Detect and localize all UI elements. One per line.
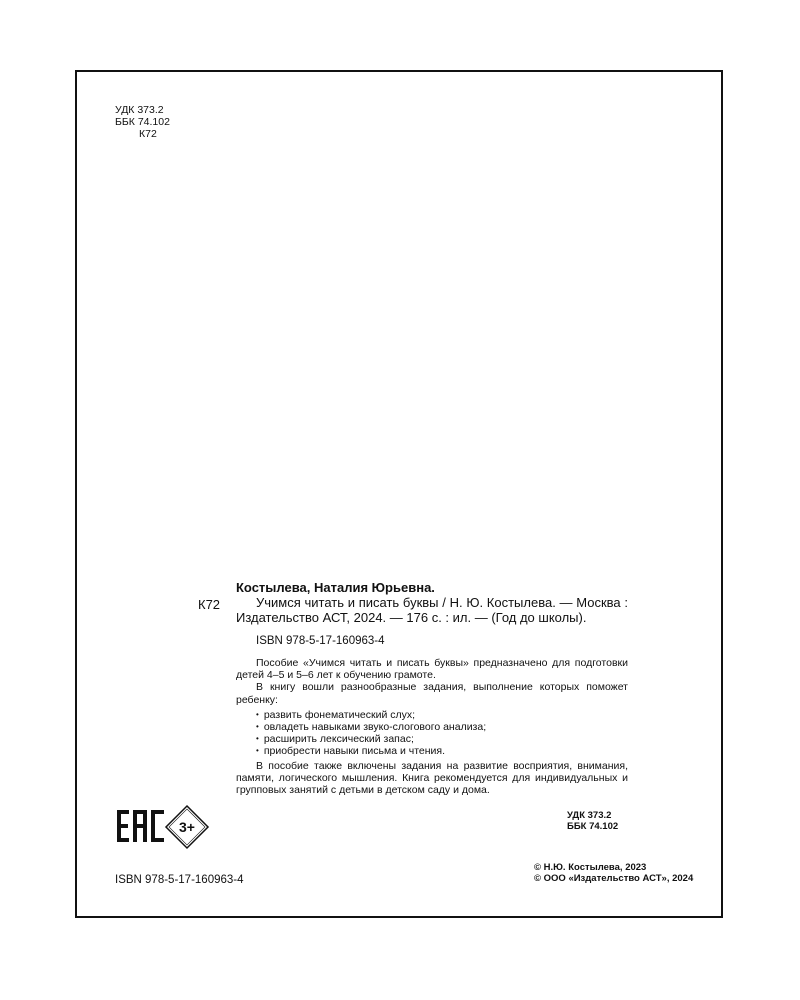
copyright-publisher: © ООО «Издательство АСТ», 2024 <box>534 873 694 884</box>
list-item: • приобрести навыки письма и чтения. <box>256 745 628 757</box>
copyright-author: © Н.Ю. Костылева, 2023 <box>534 862 647 873</box>
annotation-paragraph-1: Пособие «Учимся читать и писать буквы» предназначено для подготовки детей 4–5 и 5–6 лет к обучению грамоте. <box>236 657 628 682</box>
list-item: • овладеть навыками звуко-слогового анализа; <box>256 721 628 733</box>
list-item: • расширить лексический запас; <box>256 733 628 745</box>
isbn-bottom: ISBN 978-5-17-160963-4 <box>115 874 244 886</box>
author-name: Костылева, Наталия Юрьевна. <box>236 580 435 595</box>
annotation-paragraph-3: В пособие также включены задания на развитие восприятия, внимания, памяти, логического мышления. Книга рекомендуется для индивидуальных и групповых занятий с детьми в детском саду и дома. <box>236 759 628 797</box>
annotation-paragraph-2: В книгу вошли разнообразные задания, выполнение которых поможет ребенку: <box>236 681 628 706</box>
udk-code-bottom: УДК 373.2 <box>567 810 612 821</box>
bibliographic-record <box>236 580 628 796</box>
author-mark: К72 <box>139 128 157 140</box>
bbk-code-bottom: ББК 74.102 <box>567 821 619 832</box>
bbk-code: ББК 74.102 <box>115 116 170 128</box>
classification-codes <box>115 104 170 140</box>
copyright-block <box>534 862 693 884</box>
udk-code: УДК 373.2 <box>115 104 164 116</box>
book-description: Учимся читать и писать буквы / Н. Ю. Костылева. — Москва : Издательство АСТ, 2024. — 176 с. : ил. — (Год до школы). <box>236 595 628 625</box>
age-rating: 3+ <box>179 819 195 835</box>
classification-codes-bottom <box>567 810 618 832</box>
age-rating-badge <box>164 804 210 850</box>
isbn-main: ISBN 978-5-17-160963-4 <box>256 635 385 647</box>
record-mark: К72 <box>198 597 221 612</box>
list-item: • развить фонематический слух; <box>256 709 628 721</box>
eac-logo-icon <box>116 808 166 844</box>
skills-list <box>236 709 628 758</box>
